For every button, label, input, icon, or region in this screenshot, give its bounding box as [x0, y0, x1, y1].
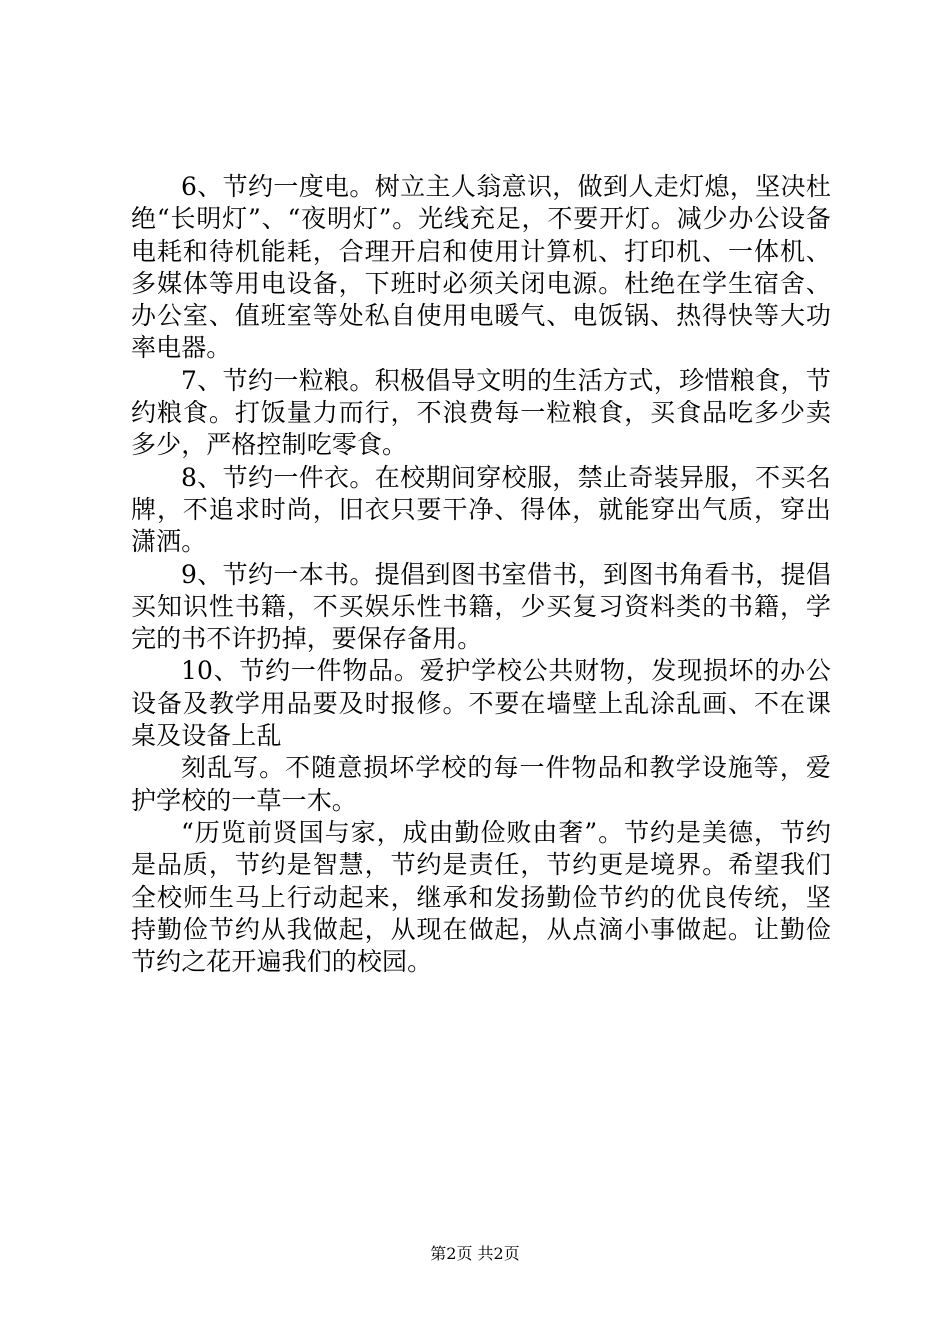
- document-body: [131, 171, 831, 978]
- paragraph-clothing: 8、节约一件衣。在校期间穿校服，禁止奇装异服，不买名牌，不追求时尚，旧衣只要干净、得体，就能穿出气质，穿出潇洒。: [131, 462, 831, 557]
- paragraph-item: 10、节约一件物品。爱护学校公共财物，发现损坏的办公设备及教学用品要及时报修。不要在墙壁上乱涂乱画、不在课桌及设备上乱: [131, 656, 831, 751]
- page-footer: 第2页 共2页: [430, 1244, 520, 1263]
- paragraph-item-continued: 刻乱写。不随意损坏学校的每一件物品和教学设施等，爱护学校的一草一木。: [131, 753, 831, 815]
- paragraph-book: 9、节约一本书。提倡到图书室借书，到图书角看书，提倡买知识性书籍，不买娱乐性书籍，少买复习资料类的书籍，学完的书不许扔掉，要保存备用。: [131, 559, 831, 654]
- paragraph-grain: 7、节约一粒粮。积极倡导文明的生活方式，珍惜粮食，节约粮食。打饭量力而行，不浪费每一粒粮食，买食品吃多少卖多少，严格控制吃零食。: [131, 365, 831, 460]
- paragraph-electricity: 6、节约一度电。树立主人翁意识，做到人走灯熄，坚决杜绝“长明灯”、“夜明灯”。光线充足，不要开灯。减少办公设备电耗和待机能耗，合理开启和使用计算机、打印机、一体机、多媒体等用电设备，下班时必须关闭电源。杜绝在学生宿舍、办公室、值班室等处私自使用电暖气、电饭锅、热得快等大功率电器。: [131, 172, 831, 363]
- paragraph-conclusion: “历览前贤国与家，成由勤俭败由奢”。节约是美德，节约是品质，节约是智慧，节约是责任，节约更是境界。希望我们全校师生马上行动起来，继承和发扬勤俭节约的优良传统，坚持勤俭节约从我做起，从现在做起，从点滴小事做起。让勤俭节约之花开遍我们的校园。: [131, 817, 831, 977]
